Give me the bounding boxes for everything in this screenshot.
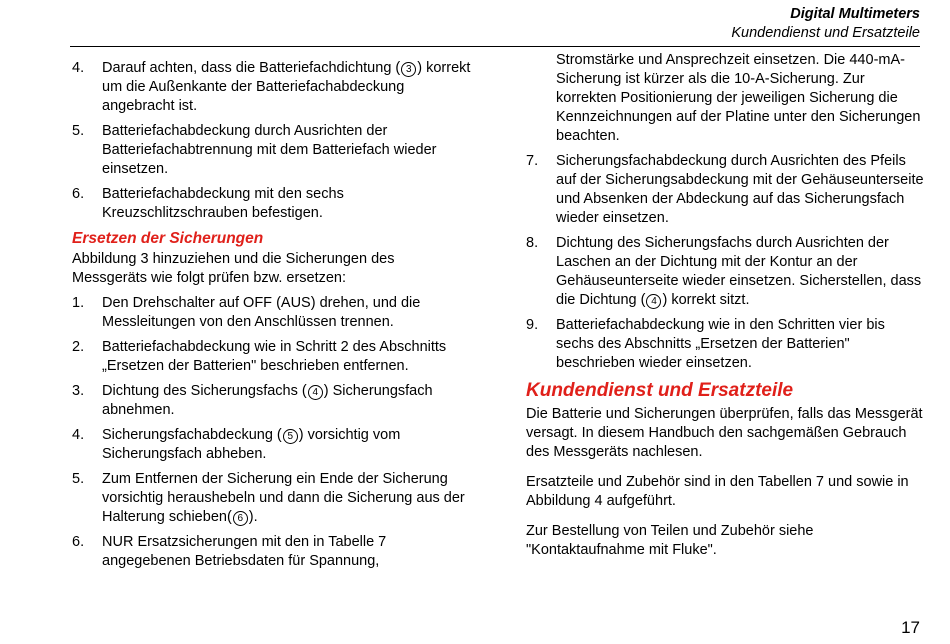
- callout-number-circle: 6: [233, 511, 248, 526]
- list-item-text: Dichtung des Sicherungsfachs durch Ausrichten der Laschen an der Dichtung mit der Kontur an der Gehäuseunterseite wieder einsetzen. Sicherstellen, dass die Dichtung (: [556, 235, 922, 308]
- callout-number-circle: 4: [646, 294, 661, 309]
- service-section-heading: Kundendienst und Ersatzteile: [526, 380, 794, 401]
- list-item-number: 5.: [72, 123, 85, 139]
- list-item-number: 2.: [72, 339, 85, 355]
- list-item-number: 5.: [72, 471, 85, 487]
- list-item-text-end: ) korrekt um die Außenkante der Batteriefachabdeckung angebracht ist.: [102, 60, 471, 114]
- service-paragraph-3: Zur Bestellung von Teilen und Zubehör siehe "Kontaktaufnahme mit Fluke".: [526, 523, 814, 558]
- callout-number-circle: 3: [401, 62, 416, 77]
- list-item: [72, 122, 472, 179]
- step-continuation: Stromstärke und Ansprechzeit einsetzen. Die 440-mA-Sicherung ist kürzer als die 10-A-Sicherung. Zur korrekten Positionierung der jeweiligen Sicherung die Kennzeichnungen auf der Platine unter den Sicherungen beachten.: [556, 52, 921, 144]
- fuse-steps-continued: [526, 152, 926, 373]
- list-item-text: Den Drehschalter auf OFF (AUS) drehen, und die Messleitungen von den Anschlüssen trennen.: [102, 295, 421, 330]
- list-item-number: 4.: [72, 60, 85, 76]
- list-item-text: Batteriefachabdeckung mit den sechs Kreuzschlitzschrauben befestigen.: [102, 186, 344, 221]
- list-item: [72, 338, 472, 376]
- service-paragraph-1: Die Batterie und Sicherungen überprüfen, falls das Messgerät versagt. In diesem Handbuch den sachgemäßen Gebrauch des Messgeräts nachlesen.: [526, 406, 923, 460]
- fuse-intro: Abbildung 3 hinzuziehen und die Sicherungen des Messgeräts wie folgt prüfen bzw. ersetzen:: [72, 251, 395, 286]
- callout-number-circle: 4: [308, 385, 323, 400]
- list-item-text-end: ).: [248, 509, 258, 525]
- list-item-text: NUR Ersatzsicherungen mit den in Tabelle 7 angegebenen Betriebsdaten für Spannung,: [102, 534, 387, 569]
- list-item-number: 8.: [526, 235, 539, 251]
- list-item-text: Sicherungsfachabdeckung durch Ausrichten des Pfeils auf der Sicherungsabdeckung mit der Gehäuseunterseite und Absenken der Abdeckung auf das Sicherungsfach wieder einsetzen.: [556, 153, 924, 226]
- list-item-text: Sicherungsfachabdeckung (: [102, 427, 282, 443]
- list-item-number: 6.: [72, 534, 85, 550]
- running-header-title: Digital Multimeters: [790, 6, 920, 22]
- list-item-text-end: ) korrekt sitzt.: [662, 292, 750, 308]
- list-item-text-end: ) vorsichtig vom Sicherungsfach abheben.: [102, 427, 401, 462]
- page-number: 17: [901, 618, 920, 637]
- list-item-number: 1.: [72, 295, 85, 311]
- list-item-text: Batteriefachabdeckung wie in Schritt 2 des Abschnitts „Ersetzen der Batterien" beschrieben entfernen.: [102, 339, 447, 374]
- list-item: [72, 382, 472, 420]
- fuse-steps: [72, 294, 472, 571]
- list-item-text: Dichtung des Sicherungsfachs (: [102, 383, 307, 399]
- list-item-text: Batteriefachabdeckung wie in den Schritten vier bis sechs des Abschnitts „Ersetzen der Batterien" beschrieben wieder einsetzen.: [556, 317, 885, 371]
- list-item: [72, 426, 472, 464]
- service-paragraph-2: Ersatzteile und Zubehör sind in den Tabellen 7 und sowie in Abbildung 4 aufgeführt.: [526, 474, 909, 509]
- list-item: [72, 294, 472, 332]
- list-item-text: Darauf achten, dass die Batteriefachdichtung (: [102, 60, 401, 76]
- list-item: [526, 234, 926, 310]
- list-item-number: 6.: [72, 186, 85, 202]
- list-item: [72, 185, 472, 223]
- left-column: [72, 59, 472, 577]
- list-item-number: 7.: [526, 153, 539, 169]
- right-column: [526, 51, 926, 571]
- list-item-number: 4.: [72, 427, 85, 443]
- callout-number-circle: 5: [283, 429, 298, 444]
- list-item-text: Batteriefachabdeckung durch Ausrichten der Batteriefachabtrennung mit dem Batteriefach wieder einsetzen.: [102, 123, 437, 177]
- running-header-subtitle: Kundendienst und Ersatzteile: [731, 25, 920, 41]
- fuse-section-heading: Ersetzen der Sicherungen: [72, 230, 264, 247]
- list-item: [526, 152, 926, 228]
- list-item-number: 9.: [526, 317, 539, 333]
- list-item-text-end: ) Sicherungsfach abnehmen.: [102, 383, 433, 418]
- list-item-number: 3.: [72, 383, 85, 399]
- header-rule: [70, 46, 920, 47]
- list-item: [526, 316, 926, 373]
- list-item-text: Zum Entfernen der Sicherung ein Ende der Sicherung vorsichtig heraushebeln und dann die Sicherung aus der Halterung schieben(: [102, 471, 465, 525]
- list-item: [72, 470, 472, 527]
- battery-steps: [72, 59, 472, 223]
- list-item: [72, 59, 472, 116]
- list-item: [72, 533, 472, 571]
